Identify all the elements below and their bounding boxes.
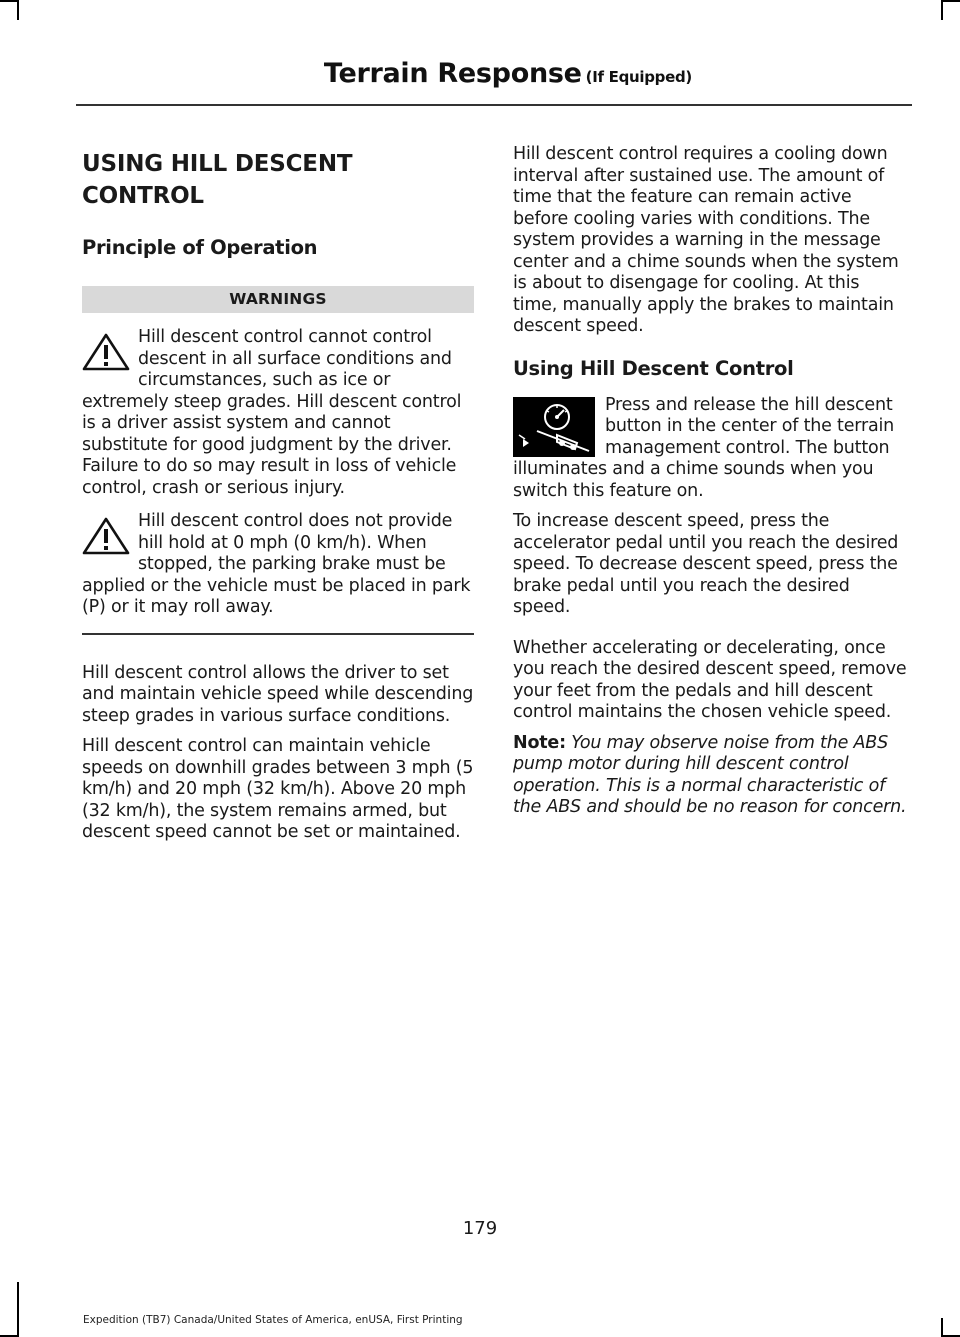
footer-text: Expedition (TB7) Canada/United States of America, enUSA, First Printing xyxy=(83,1314,463,1326)
paragraph-increase-speed: To increase descent speed, press the accelerator pedal until you reach the desired speed. To decrease descent speed, press the brake pedal until you reach the desired speed. xyxy=(513,511,899,617)
left-column xyxy=(82,144,474,844)
section-title-line1: USING HILL DESCENT xyxy=(82,151,353,177)
warning-item-2 xyxy=(82,511,474,619)
header-rule xyxy=(76,104,912,106)
crop-mark-bottom-left-v xyxy=(17,1282,19,1337)
right-column xyxy=(513,144,907,819)
note-text: You may observe noise from the ABS pump motor during hill descent control operation. This is a normal characteristic of the ABS and should be no reason for concern. xyxy=(513,732,907,817)
warning-triangle-icon xyxy=(82,517,130,555)
warning-triangle-icon xyxy=(82,333,130,371)
note-label: Note: xyxy=(513,732,566,753)
crop-mark-top-right-v xyxy=(941,0,943,20)
crop-mark-top-left-v xyxy=(17,0,19,20)
header-subtitle: (If Equipped) xyxy=(585,68,692,86)
paragraph-1: Hill descent control allows the driver to set and maintain vehicle speed while descending steep grades in various surface conditions. xyxy=(82,662,474,726)
warning-2-text: Hill descent control does not provide hill hold at 0 mph (0 km/h). When stopped, the parking brake must be applied or the vehicle must be placed in park (P) or it may roll away. xyxy=(82,511,471,617)
crop-mark-top-right xyxy=(941,0,960,2)
warnings-heading: WARNINGS xyxy=(82,286,474,313)
paragraph-cooling: Hill descent control requires a cooling down interval after sustained use. The amount of time that the feature can remain active before cooling varies with conditions. The system provides a warning in the message center and a chime sounds when the system is about to disengage for cooling. At this time, manually apply the brakes to maintain descent speed. xyxy=(513,144,899,336)
warning-1-text: Hill descent control cannot control descent in all surface conditions and circumstances, such as ice or extremely steep grades. Hill descent control is a driver assist system and cannot substitute for good judgment by the driver. Failure to do so may result in loss of vehicle control, crash or serious injury. xyxy=(82,327,462,498)
subsection-using: Using Hill Descent Control xyxy=(513,356,794,380)
page-number: 179 xyxy=(462,1218,498,1239)
subsection-principle: Principle of Operation xyxy=(82,236,318,259)
section-title xyxy=(82,148,474,212)
section-title-line2: CONTROL xyxy=(82,183,204,209)
note-paragraph xyxy=(513,733,907,819)
page-header-title xyxy=(324,58,692,89)
header-title-text: Terrain Response xyxy=(323,58,582,89)
paragraph-press-button xyxy=(513,395,907,503)
paragraph-press-button-text: Press and release the hill descent button in the center of the terrain management control. The button illuminates and a chime sounds when you switch this feature on. xyxy=(513,394,895,501)
warning-item-1 xyxy=(82,327,474,499)
hill-descent-button-icon xyxy=(513,397,595,457)
paragraph-maintain-speed: Whether accelerating or decelerating, once you reach the desired descent speed, remove your feet from the pedals and hill descent control maintains the chosen vehicle speed. xyxy=(513,637,907,722)
crop-mark-bottom-right-v xyxy=(941,1318,943,1337)
paragraph-2: Hill descent control can maintain vehicle speeds on downhill grades between 3 mph (5 km/h) and 20 mph (32 km/h). Above 20 mph (32 km/h), the system remains armed, but descent speed cannot be set or maintained. xyxy=(82,736,474,842)
